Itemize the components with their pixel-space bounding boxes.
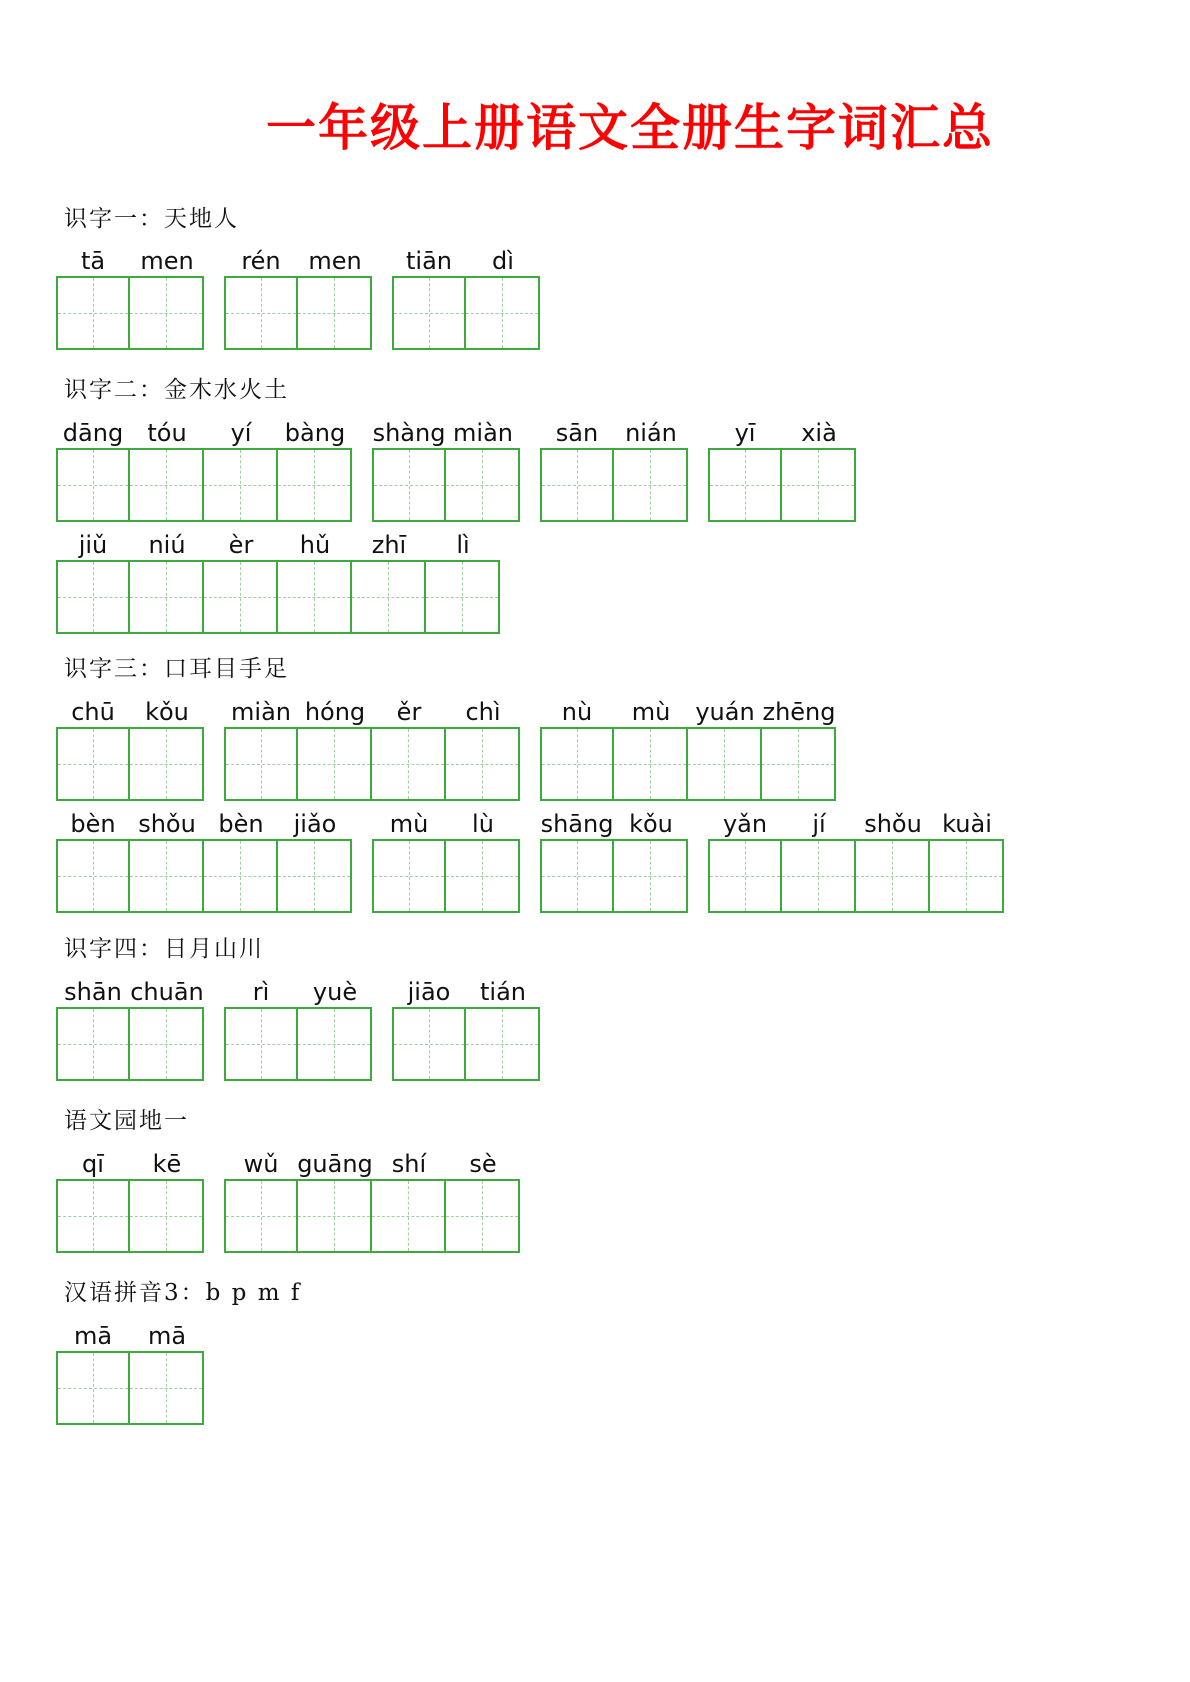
pinyin-label: kuài bbox=[942, 810, 992, 838]
grid-guide-horizontal bbox=[278, 876, 350, 877]
pinyin-label: wǔ bbox=[243, 1150, 279, 1178]
pinyin-label: tiān bbox=[406, 247, 452, 275]
section-heading: 汉语拼音3：b p m f bbox=[64, 1280, 302, 1306]
character-cell bbox=[782, 412, 856, 522]
character-cell bbox=[446, 412, 520, 522]
section-heading: 识字一：天地人 bbox=[64, 206, 239, 232]
character-cell bbox=[224, 1143, 298, 1253]
tianzige-box[interactable] bbox=[56, 839, 130, 913]
tianzige-box[interactable] bbox=[296, 1179, 372, 1253]
character-cell bbox=[688, 691, 762, 801]
pinyin-label: guāng bbox=[297, 1150, 373, 1178]
pinyin-label: qī bbox=[82, 1150, 104, 1178]
tianzige-box[interactable] bbox=[128, 727, 204, 801]
word-grid-group bbox=[540, 412, 688, 522]
word-grid-group bbox=[708, 412, 856, 522]
character-cell bbox=[56, 524, 130, 634]
page-title: 一年级上册语文全册生字词汇总 bbox=[266, 98, 994, 157]
word-grid-group bbox=[372, 412, 520, 522]
pinyin-label: yuán bbox=[695, 698, 755, 726]
pinyin-label: tā bbox=[80, 247, 106, 275]
grid-row bbox=[0, 240, 1190, 350]
tianzige-box[interactable] bbox=[128, 1351, 204, 1425]
tianzige-box[interactable] bbox=[444, 1179, 520, 1253]
character-cell bbox=[372, 691, 446, 801]
grid-guide-horizontal bbox=[930, 876, 1002, 877]
character-cell bbox=[130, 691, 204, 801]
grid-guide-horizontal bbox=[446, 764, 518, 765]
grid-guide-horizontal bbox=[614, 485, 686, 486]
grid-guide-horizontal bbox=[688, 764, 760, 765]
pinyin-label: yī bbox=[734, 419, 756, 447]
character-cell bbox=[352, 524, 426, 634]
character-cell bbox=[56, 1143, 130, 1253]
character-cell bbox=[614, 412, 688, 522]
character-cell bbox=[782, 803, 856, 913]
pinyin-label: mā bbox=[147, 1322, 187, 1350]
tianzige-box[interactable] bbox=[128, 276, 204, 350]
character-cell bbox=[762, 691, 836, 801]
tianzige-box[interactable] bbox=[296, 276, 372, 350]
character-cell bbox=[930, 803, 1004, 913]
section-heading: 识字二：金木水火土 bbox=[64, 377, 289, 403]
character-cell bbox=[278, 412, 352, 522]
grid-guide-horizontal bbox=[298, 1044, 370, 1045]
pinyin-label: mù bbox=[631, 698, 671, 726]
pinyin-label: shàng bbox=[372, 419, 446, 447]
tianzige-box[interactable] bbox=[56, 1007, 130, 1081]
pinyin-label: niú bbox=[148, 531, 186, 559]
grid-guide-horizontal bbox=[130, 1044, 202, 1045]
tianzige-box[interactable] bbox=[128, 560, 204, 634]
tianzige-box[interactable] bbox=[56, 276, 130, 350]
character-cell bbox=[56, 240, 130, 350]
character-cell bbox=[540, 691, 614, 801]
word-grid-group bbox=[56, 691, 204, 801]
tianzige-box[interactable] bbox=[296, 1007, 372, 1081]
pinyin-label: hóng bbox=[304, 698, 366, 726]
word-grid-group bbox=[224, 1143, 520, 1253]
pinyin-label: jiǔ bbox=[78, 531, 108, 559]
word-grid-group bbox=[392, 240, 540, 350]
grid-row bbox=[0, 524, 1190, 634]
tianzige-box[interactable] bbox=[540, 448, 614, 522]
grid-row bbox=[0, 803, 1190, 913]
pinyin-label: chì bbox=[465, 698, 501, 726]
grid-guide-horizontal bbox=[466, 1044, 538, 1045]
tianzige-box[interactable] bbox=[370, 1179, 446, 1253]
character-cell bbox=[56, 412, 130, 522]
grid-guide-horizontal bbox=[130, 313, 202, 314]
pinyin-label: bèn bbox=[218, 810, 264, 838]
tianzige-box[interactable] bbox=[464, 276, 540, 350]
pinyin-label: yí bbox=[230, 419, 252, 447]
pinyin-label: yǎn bbox=[722, 810, 768, 838]
tianzige-box[interactable] bbox=[780, 448, 856, 522]
tianzige-box[interactable] bbox=[56, 560, 130, 634]
character-cell bbox=[466, 971, 540, 1081]
tianzige-box[interactable] bbox=[708, 448, 782, 522]
tianzige-box[interactable] bbox=[224, 276, 298, 350]
tianzige-box[interactable] bbox=[370, 727, 446, 801]
grid-guide-horizontal bbox=[374, 876, 444, 877]
tianzige-box[interactable] bbox=[128, 1007, 204, 1081]
tianzige-box[interactable] bbox=[128, 448, 204, 522]
pinyin-label: mā bbox=[73, 1322, 113, 1350]
tianzige-box[interactable] bbox=[540, 727, 614, 801]
grid-guide-horizontal bbox=[298, 1216, 370, 1217]
word-grid-group bbox=[372, 803, 520, 913]
tianzige-box[interactable] bbox=[56, 1179, 130, 1253]
grid-guide-horizontal bbox=[278, 485, 350, 486]
grid-guide-horizontal bbox=[204, 485, 276, 486]
character-cell bbox=[614, 691, 688, 801]
grid-guide-horizontal bbox=[542, 764, 612, 765]
grid-guide-horizontal bbox=[614, 876, 686, 877]
section-heading: 识字三：口耳目手足 bbox=[64, 656, 289, 682]
tianzige-box[interactable] bbox=[224, 1179, 298, 1253]
pinyin-label: men bbox=[308, 247, 362, 275]
character-cell bbox=[56, 803, 130, 913]
pinyin-label: jiāo bbox=[407, 978, 451, 1006]
tianzige-box[interactable] bbox=[686, 727, 762, 801]
pinyin-label: dāng bbox=[62, 419, 124, 447]
grid-guide-horizontal bbox=[58, 876, 128, 877]
tianzige-box[interactable] bbox=[128, 839, 204, 913]
pinyin-label: lì bbox=[456, 531, 470, 559]
grid-guide-horizontal bbox=[298, 764, 370, 765]
grid-row bbox=[0, 971, 1190, 1081]
tianzige-box[interactable] bbox=[464, 1007, 540, 1081]
pinyin-label: miàn bbox=[231, 698, 291, 726]
grid-guide-horizontal bbox=[372, 764, 444, 765]
character-cell bbox=[278, 524, 352, 634]
pinyin-label: rén bbox=[241, 247, 281, 275]
tianzige-box[interactable] bbox=[372, 448, 446, 522]
character-cell bbox=[392, 240, 466, 350]
pinyin-label: shǒu bbox=[138, 810, 196, 838]
grid-guide-horizontal bbox=[542, 876, 612, 877]
character-cell bbox=[372, 412, 446, 522]
tianzige-box[interactable] bbox=[224, 1007, 298, 1081]
character-cell bbox=[204, 803, 278, 913]
grid-guide-horizontal bbox=[130, 597, 202, 598]
grid-guide-horizontal bbox=[446, 876, 518, 877]
character-cell bbox=[426, 524, 500, 634]
pinyin-label: bàng bbox=[284, 419, 346, 447]
word-grid-group bbox=[56, 803, 352, 913]
tianzige-box[interactable] bbox=[202, 839, 278, 913]
tianzige-box[interactable] bbox=[444, 839, 520, 913]
pinyin-label: kǒu bbox=[145, 698, 189, 726]
tianzige-box[interactable] bbox=[350, 560, 426, 634]
grid-guide-horizontal bbox=[58, 597, 128, 598]
character-cell bbox=[298, 971, 372, 1081]
pinyin-label: èr bbox=[228, 531, 254, 559]
pinyin-label: mù bbox=[389, 810, 429, 838]
grid-row bbox=[0, 1315, 1190, 1425]
word-grid-group bbox=[708, 803, 1004, 913]
tianzige-box[interactable] bbox=[276, 448, 352, 522]
word-grid-group bbox=[224, 240, 372, 350]
character-cell bbox=[56, 691, 130, 801]
grid-row bbox=[0, 412, 1190, 522]
word-grid-group bbox=[224, 971, 372, 1081]
tianzige-box[interactable] bbox=[612, 839, 688, 913]
pinyin-label: men bbox=[140, 247, 194, 275]
character-cell bbox=[298, 1143, 372, 1253]
pinyin-label: zhī bbox=[371, 531, 407, 559]
character-cell bbox=[130, 524, 204, 634]
tianzige-box[interactable] bbox=[202, 448, 278, 522]
grid-guide-horizontal bbox=[204, 876, 276, 877]
character-cell bbox=[130, 1315, 204, 1425]
grid-guide-horizontal bbox=[130, 485, 202, 486]
character-cell bbox=[56, 971, 130, 1081]
word-grid-group bbox=[540, 803, 688, 913]
tianzige-box[interactable] bbox=[56, 448, 130, 522]
character-cell bbox=[130, 412, 204, 522]
character-cell bbox=[856, 803, 930, 913]
tianzige-box[interactable] bbox=[276, 560, 352, 634]
character-cell bbox=[130, 240, 204, 350]
grid-guide-horizontal bbox=[130, 1388, 202, 1389]
tianzige-box[interactable] bbox=[392, 1007, 466, 1081]
grid-guide-horizontal bbox=[542, 485, 612, 486]
pinyin-label: tián bbox=[480, 978, 526, 1006]
tianzige-box[interactable] bbox=[276, 839, 352, 913]
grid-guide-horizontal bbox=[762, 764, 834, 765]
grid-guide-horizontal bbox=[394, 1044, 464, 1045]
grid-guide-horizontal bbox=[782, 876, 854, 877]
character-cell bbox=[466, 240, 540, 350]
pinyin-label: kǒu bbox=[629, 810, 673, 838]
grid-guide-horizontal bbox=[856, 876, 928, 877]
pinyin-label: xià bbox=[801, 419, 837, 447]
character-cell bbox=[204, 524, 278, 634]
pinyin-label: shāng bbox=[540, 810, 614, 838]
tianzige-box[interactable] bbox=[296, 727, 372, 801]
tianzige-box[interactable] bbox=[760, 727, 836, 801]
character-cell bbox=[446, 803, 520, 913]
character-cell bbox=[540, 803, 614, 913]
grid-guide-horizontal bbox=[204, 597, 276, 598]
word-grid-group bbox=[540, 691, 836, 801]
tianzige-box[interactable] bbox=[424, 560, 500, 634]
grid-guide-horizontal bbox=[614, 764, 686, 765]
section-heading: 识字四：日月山川 bbox=[64, 936, 264, 962]
grid-guide-horizontal bbox=[130, 764, 202, 765]
grid-guide-horizontal bbox=[298, 313, 370, 314]
grid-row bbox=[0, 1143, 1190, 1253]
word-grid-group bbox=[224, 691, 520, 801]
grid-guide-horizontal bbox=[226, 1044, 296, 1045]
character-cell bbox=[614, 803, 688, 913]
grid-guide-horizontal bbox=[278, 597, 350, 598]
pinyin-label: ěr bbox=[396, 698, 422, 726]
word-grid-group bbox=[56, 1315, 204, 1425]
tianzige-box[interactable] bbox=[540, 839, 614, 913]
pinyin-label: chuān bbox=[130, 978, 204, 1006]
pinyin-label: shǒu bbox=[864, 810, 922, 838]
pinyin-label: tóu bbox=[147, 419, 187, 447]
character-cell bbox=[204, 412, 278, 522]
pinyin-label: lù bbox=[472, 810, 494, 838]
grid-guide-horizontal bbox=[446, 1216, 518, 1217]
word-grid-group bbox=[56, 412, 352, 522]
tianzige-box[interactable] bbox=[444, 727, 520, 801]
grid-guide-horizontal bbox=[58, 1216, 128, 1217]
word-grid-group bbox=[392, 971, 540, 1081]
tianzige-box[interactable] bbox=[128, 1179, 204, 1253]
tianzige-box[interactable] bbox=[392, 276, 466, 350]
grid-guide-horizontal bbox=[782, 485, 854, 486]
pinyin-label: dì bbox=[492, 247, 514, 275]
pinyin-label: zhēng bbox=[762, 698, 836, 726]
pinyin-label: bèn bbox=[70, 810, 116, 838]
character-cell bbox=[372, 1143, 446, 1253]
character-cell bbox=[130, 1143, 204, 1253]
pinyin-label: shí bbox=[391, 1150, 427, 1178]
grid-guide-horizontal bbox=[58, 1388, 128, 1389]
grid-guide-horizontal bbox=[58, 764, 128, 765]
tianzige-box[interactable] bbox=[928, 839, 1004, 913]
word-grid-group bbox=[56, 240, 204, 350]
pinyin-label: yuè bbox=[312, 978, 358, 1006]
character-cell bbox=[708, 803, 782, 913]
character-cell bbox=[278, 803, 352, 913]
character-cell bbox=[392, 971, 466, 1081]
pinyin-label: shān bbox=[64, 978, 122, 1006]
word-grid-group bbox=[56, 1143, 204, 1253]
grid-guide-horizontal bbox=[394, 313, 464, 314]
grid-guide-horizontal bbox=[58, 485, 128, 486]
character-cell bbox=[298, 691, 372, 801]
pinyin-label: chū bbox=[71, 698, 115, 726]
grid-guide-horizontal bbox=[226, 764, 296, 765]
tianzige-box[interactable] bbox=[372, 839, 446, 913]
character-cell bbox=[540, 412, 614, 522]
word-grid-group bbox=[56, 524, 500, 634]
section-heading: 语文园地一 bbox=[64, 1108, 189, 1134]
pinyin-label: rì bbox=[252, 978, 270, 1006]
tianzige-box[interactable] bbox=[780, 839, 856, 913]
pinyin-label: jí bbox=[812, 810, 826, 838]
grid-guide-horizontal bbox=[466, 313, 538, 314]
tianzige-box[interactable] bbox=[612, 448, 688, 522]
pinyin-label: sè bbox=[469, 1150, 497, 1178]
tianzige-box[interactable] bbox=[56, 1351, 130, 1425]
tianzige-box[interactable] bbox=[444, 448, 520, 522]
character-cell bbox=[298, 240, 372, 350]
pinyin-label: miàn bbox=[453, 419, 513, 447]
word-grid-group bbox=[56, 971, 204, 1081]
pinyin-label: jiǎo bbox=[293, 810, 337, 838]
grid-row bbox=[0, 691, 1190, 801]
character-cell bbox=[224, 971, 298, 1081]
grid-guide-horizontal bbox=[352, 597, 424, 598]
grid-guide-horizontal bbox=[710, 485, 780, 486]
grid-guide-horizontal bbox=[226, 313, 296, 314]
character-cell bbox=[372, 803, 446, 913]
tianzige-box[interactable] bbox=[56, 727, 130, 801]
grid-guide-horizontal bbox=[372, 1216, 444, 1217]
grid-guide-horizontal bbox=[58, 1044, 128, 1045]
character-cell bbox=[56, 1315, 130, 1425]
character-cell bbox=[708, 412, 782, 522]
grid-guide-horizontal bbox=[710, 876, 780, 877]
grid-guide-horizontal bbox=[58, 313, 128, 314]
character-cell bbox=[130, 803, 204, 913]
tianzige-box[interactable] bbox=[612, 727, 688, 801]
pinyin-label: nián bbox=[625, 419, 677, 447]
pinyin-label: sān bbox=[555, 419, 599, 447]
character-cell bbox=[446, 1143, 520, 1253]
pinyin-label: hǔ bbox=[299, 531, 331, 559]
tianzige-box[interactable] bbox=[224, 727, 298, 801]
grid-guide-horizontal bbox=[374, 485, 444, 486]
grid-guide-horizontal bbox=[446, 485, 518, 486]
pinyin-label: kē bbox=[152, 1150, 182, 1178]
grid-guide-horizontal bbox=[226, 1216, 296, 1217]
character-cell bbox=[224, 691, 298, 801]
tianzige-box[interactable] bbox=[708, 839, 782, 913]
character-cell bbox=[130, 971, 204, 1081]
tianzige-box[interactable] bbox=[854, 839, 930, 913]
tianzige-box[interactable] bbox=[202, 560, 278, 634]
pinyin-label: nù bbox=[561, 698, 593, 726]
grid-guide-horizontal bbox=[426, 597, 498, 598]
grid-guide-horizontal bbox=[130, 876, 202, 877]
character-cell bbox=[224, 240, 298, 350]
grid-guide-horizontal bbox=[130, 1216, 202, 1217]
character-cell bbox=[446, 691, 520, 801]
